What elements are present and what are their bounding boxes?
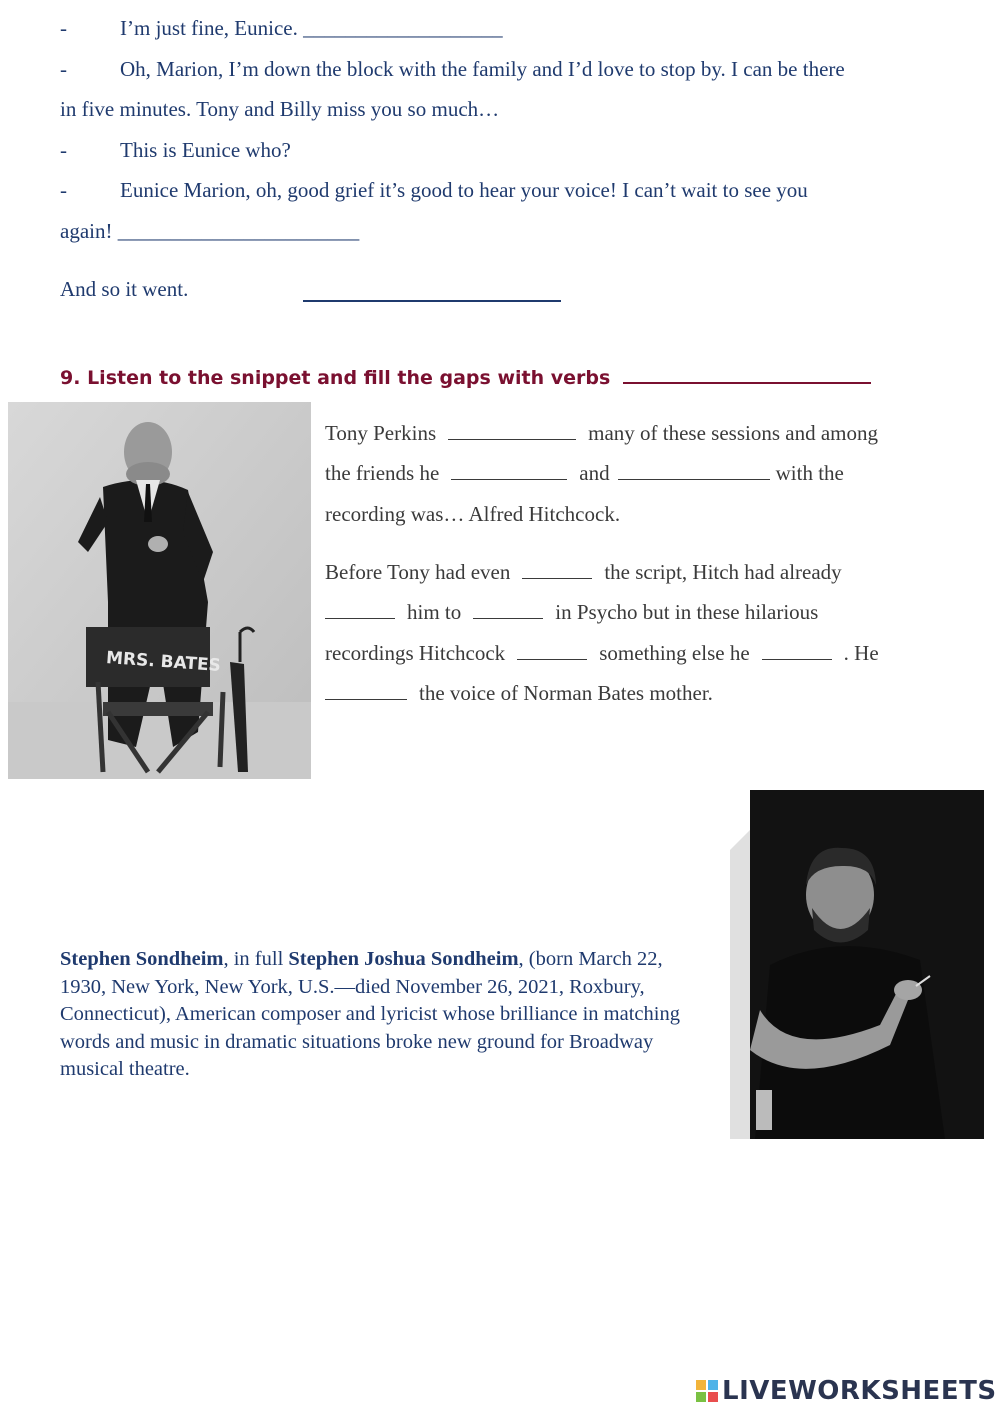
bio-name: Stephen Sondheim [60, 948, 224, 970]
paragraph-line: Tony Perkins many of these sessions and among [325, 421, 878, 445]
section-number: 9. [60, 367, 81, 389]
paragraph-line: the voice of Norman Bates mother. [325, 681, 713, 706]
hitchcock-photo [8, 402, 311, 779]
verb-gap[interactable] [451, 461, 567, 480]
verb-gap[interactable] [517, 641, 587, 660]
verb-gap[interactable] [325, 600, 395, 619]
paragraph-line: him to in Psycho but in these hilarious [325, 600, 818, 625]
verb-gap[interactable] [522, 560, 592, 579]
verb-gap[interactable] [762, 641, 832, 660]
paragraph-line: recording was… Alfred Hitchcock. [325, 502, 621, 526]
answer-gap[interactable] [623, 364, 871, 384]
verb-gap[interactable] [473, 600, 543, 619]
sondheim-photo [730, 790, 984, 1139]
section-heading [60, 364, 871, 389]
logo-mark-icon [696, 1380, 718, 1402]
bio-full-name: Stephen Joshua Sondheim [288, 948, 519, 970]
answer-gap[interactable] [303, 278, 561, 302]
chair-label: MRS. BATES [105, 648, 222, 676]
verb-gap[interactable] [448, 421, 576, 440]
closing-text: And so it went. [60, 277, 189, 301]
section-title: Listen to the snippet and fill the gaps with verbs [87, 367, 611, 389]
verb-gap[interactable] [618, 461, 770, 480]
paragraph-line: Before Tony had even the script, Hitch had already [325, 560, 842, 584]
liveworksheets-logo [696, 1376, 997, 1406]
paragraph-line: the friends he and with the [325, 461, 844, 485]
closing-line [60, 277, 188, 301]
biography: Stephen Sondheim, in full Stephen Joshua Sondheim, (born March 22, 1930, New York, New York, U.S.—died November 26, 2021, Roxbury, Connecticut), American composer and lyricist whose brilliance in matching words and music in dramatic situations broke new ground for Broadway musical theatre. [60, 948, 680, 1080]
verb-gap[interactable] [325, 681, 407, 700]
bio-text: , (born March 22, 1930, New York, New York, U.S.—died November 26, 2021, Roxbury, Connecticut), American composer and lyricist whose brilliance in matching words and music in dramatic situations broke new ground for Broadway musical theatre. [60, 948, 680, 1080]
logo-text: LIVEWORKSHEETS [722, 1376, 997, 1406]
paragraph-line: recordings Hitchcock something else he . He [325, 641, 879, 665]
